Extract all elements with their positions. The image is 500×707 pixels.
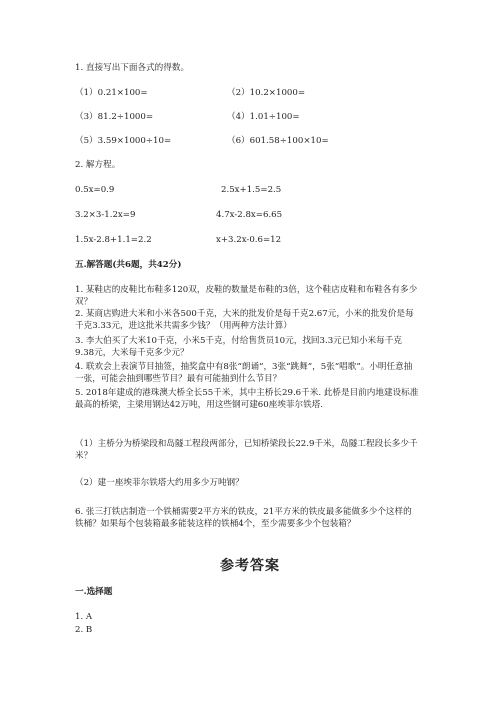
question-3: 3. 李大伯买了大米10千克，小米5千克，付给售货员10元，找回3.3元已知小米每千克9.38元，大米每千克多少元？ bbox=[75, 336, 402, 359]
answer-item-2: 2. B bbox=[75, 625, 93, 635]
answer-item-1: 1. A bbox=[75, 612, 93, 622]
calc-item-6: （6）601.58÷100×10= bbox=[227, 136, 329, 146]
equation-4: 4.7x-2.8x=6.65 bbox=[216, 210, 283, 220]
question-5-sub-2: （2）建一座埃菲尔铁塔大约用多少万吨钢？ bbox=[75, 478, 244, 488]
equation-6: x+3.2x-0.6=12 bbox=[216, 235, 282, 245]
answers-title: 参考答案 bbox=[220, 558, 280, 574]
section-5-heading: 五.解答题(共6题，共42分) bbox=[75, 260, 182, 270]
equation-1: 0.5x=0.9 bbox=[75, 185, 115, 195]
answers-section-heading: 一.选择题 bbox=[75, 587, 113, 597]
section-2-heading: 2. 解方程。 bbox=[75, 160, 121, 170]
calc-item-5: （5）3.59×1000÷10= bbox=[75, 136, 172, 146]
calc-item-2: （2）10.2×1000= bbox=[227, 88, 306, 98]
question-6: 6. 张三打铁店制造一个铁桶需要2平方米的铁皮，21平方米的铁皮最多能做多少个这样的铁桶？如果每个包装箱最多能装这样的铁桶4个，至少需要多少个包装箱？ bbox=[75, 507, 412, 530]
equation-2: 2.5x+1.5=2.5 bbox=[221, 185, 282, 195]
question-2: 2. 某商店购进大米和小米各500千克，大米的批发价是每千克2.67元，小米的批发价是每千克3.33元，进这批米共需多少钱？（用两种方法计算） bbox=[75, 309, 414, 332]
question-4: 4. 联欢会上表演节目抽签，抽奖盒中有8张“朗诵”，3张“跳舞”，5张“唱歌”。小明任意抽一张，可能会抽到哪些节目？最有可能抽到什么节目？ bbox=[75, 362, 413, 385]
calc-item-1: （1）0.21×100= bbox=[75, 88, 148, 98]
calc-item-3: （3）81.2÷1000= bbox=[75, 112, 154, 122]
question-1: 1. 某鞋店的皮鞋比布鞋多120双，皮鞋的数量是布鞋的3倍，这个鞋店皮鞋和布鞋各有多少双？ bbox=[75, 285, 418, 308]
question-5: 5. 2018年建成的港珠澳大桥全长55千米，其中主桥长29.6千米. 此桥是目前内地建设标准最高的桥梁，主梁用钢达42万吨，用这些钢可建60座埃菲尔铁塔. bbox=[75, 388, 419, 411]
question-5-sub-1: （1）主桥分为桥梁段和岛隧工程段两部分，已知桥梁段长22.9千米，岛隧工程段长多少千米？ bbox=[75, 439, 418, 462]
equation-3: 3.2×3-1.2x=9 bbox=[75, 210, 136, 220]
calc-item-4: （4）1.01÷100= bbox=[227, 112, 300, 122]
equation-5: 1.5x-2.8+1.1=2.2 bbox=[75, 235, 152, 245]
section-1-heading: 1. 直接写出下面各式的得数。 bbox=[75, 63, 190, 73]
